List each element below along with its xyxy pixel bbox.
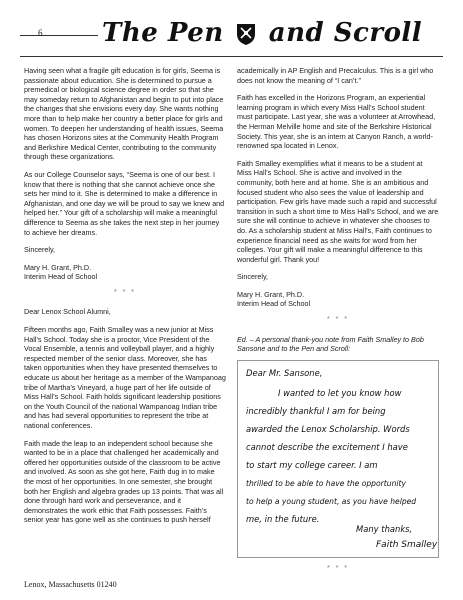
section-divider: * * *	[326, 316, 350, 324]
signature-name: Mary H. Grant, Ph.D.	[24, 262, 92, 272]
paragraph: Fifteen months ago, Faith Smalley was a new junior at Miss Hall’s School. Today she is a proctor, Vice President of the Vocal Ensemble, a tennis and volleyball player, and a highly respected member of the senior class. Moreover, she has taken opportunities when they have presented themselves to educate us about her heritage as a member of the Wampanoag tribe of Martha’s Vineyard, a huge part of her life outside of Miss Hall’s School. Faith holds significant leadership positions on the Youth Council of the national Wampanoag Indian tribe and has had several opportunities to represent the tribe at national conferences.	[24, 325, 226, 430]
signature-title: Interim Head of School	[237, 299, 311, 309]
letter-signature: Faith Smalley	[376, 539, 438, 550]
masthead-rule-bottom	[20, 56, 443, 57]
letter-line: awarded the Lenox Scholarship. Words	[246, 423, 410, 434]
letter-signoff: Many thanks,	[356, 523, 413, 534]
paragraph: Faith made the leap to an independent school because she wanted to be in a place that challenged her academically and offered her opportunities outside of the classroom to be active and involved. As soon as she got here, Faith dug in to make the most of her opportunities. In one semester, she brought both her English and algebra grades up 13 points. That was all done through hard work and perseverance, and it demonstrates the work ethic that Faith possesses. Faith’s senior year has gone well as she continues to push herself	[24, 438, 224, 525]
left-column	[24, 66, 226, 533]
paragraph: As our College Counselor says, “Seema is one of our best. I know that there is nothing that she cannot achieve once she sets her mind to it. She is determined to make a difference in Afghanistan, and one day we will be proud to say we knew and helped her.” Your gift of a scholarship will make a meaningful difference to Seema as she takes the next step in her journey to achieve her dreams.	[24, 169, 225, 237]
letter-line: cannot describe the excitement I have	[246, 441, 408, 452]
signature-name: Mary H. Grant, Ph.D.	[237, 289, 305, 299]
title-left: The Pen	[102, 18, 224, 48]
closing: Sincerely,	[237, 272, 269, 282]
editor-note: Ed. – A personal thank-you note from Faith Smalley to Bob Sansone and to the Pen and Scroll:	[237, 334, 424, 354]
closing: Sincerely,	[24, 245, 56, 255]
right-column	[237, 66, 439, 583]
crest-icon	[235, 22, 257, 46]
section-divider: * * *	[326, 564, 350, 572]
masthead-rule-top	[20, 35, 98, 36]
page-number: 6	[38, 28, 43, 38]
letter-line: incredibly thankful I am for being	[246, 405, 386, 416]
paragraph: academically in AP English and Precalculus. This is a girl who does not know the meaning of “I can’t.”	[237, 66, 434, 85]
letter-line: I wanted to let you know how	[278, 387, 402, 398]
letter-line: to help a young student, as you have helped	[246, 496, 417, 506]
paragraph: Faith has excelled in the Horizons Program, an experiential learning program in which every Miss Hall’s School student must participate. Last year, she was a volunteer at Arrowhead, the Herman Melville home and site of the Berkshire Historical Society. This year, she is an intern at Canyon Ranch, a world-renowned spa located in Lenox.	[237, 93, 436, 151]
section-divider: * * *	[113, 288, 137, 296]
signature-title: Interim Head of School	[24, 272, 98, 282]
footer-location: Lenox, Massachusetts 01240	[24, 580, 117, 589]
letter-line: me, in the future.	[246, 513, 320, 524]
letter-line: to start my college career. I am	[246, 459, 378, 470]
title-right: and Scroll	[268, 18, 423, 48]
paragraph: Faith Smalley exemplifies what it means to be a student at Miss Hall’s School. She is active and involved in the community, both here and at home. She is an ambitious and focused student who also sees the value of leadership and participation. Few girls have made such a rapid and successful transition in such a short time to Miss Hall’s School, and we are sure she will continue to achieve in whatever she chooses to do. As a scholarship student at Miss Hall’s, Faith continues to experience financial need as she waits for word from her colleges. Your gift will make a meaningful difference to this wonderful girl. Thank you!	[237, 158, 439, 264]
handwritten-letter	[237, 360, 439, 558]
paragraph: Having seen what a fragile gift education is for girls, Seema is passionate about education. She is determined to pursue a premedical or biological science degree in order so that she may someday return to Afghanistan and begin to put into place the changes that she envisions every day. She wants nothing more than to help make her country a better place for girls and women. To deepen her understanding of health issues, Seema has chosen Horizons sites at the Community Health Program and Berkshire Medical Center, contributing to the community through these organizations.	[24, 66, 224, 162]
masthead-title	[102, 18, 422, 48]
salutation: Dear Lenox School Alumni,	[24, 307, 111, 317]
letter-greeting: Dear Mr. Sansone,	[246, 367, 323, 378]
letter-line: thrilled to be able to have the opportunity	[246, 478, 406, 488]
masthead	[20, 18, 443, 58]
